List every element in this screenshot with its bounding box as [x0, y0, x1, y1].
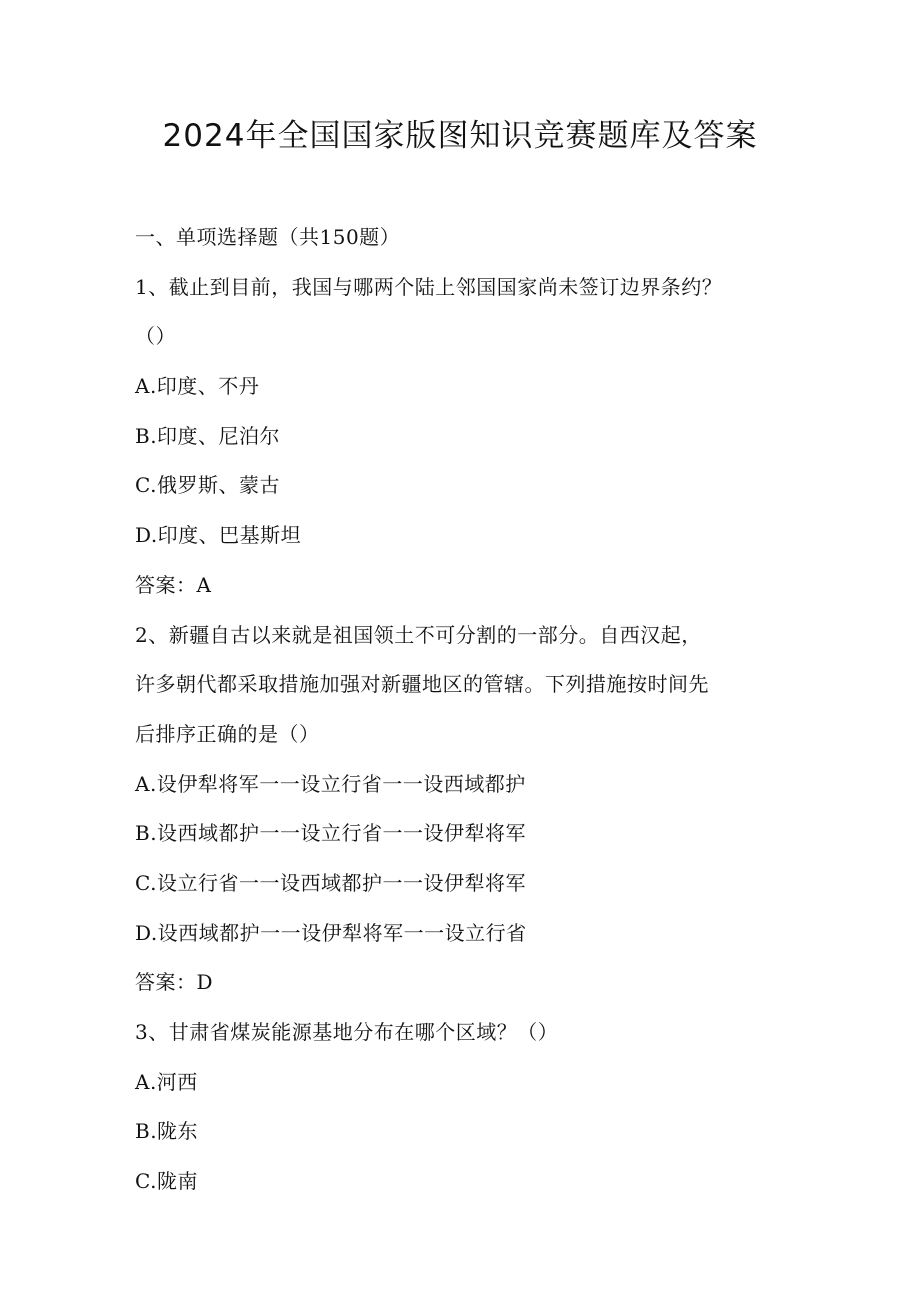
- question-1-option-c: C.俄罗斯、蒙古: [135, 473, 280, 498]
- question-2-option-b: B.设西域都护一一设立行省一一设伊犁将军: [135, 821, 527, 846]
- section-heading: 一、单项选择题（共150题）: [135, 225, 401, 249]
- document-title: 2024年全国国家版图知识竞赛题库及答案: [162, 118, 758, 154]
- question-2-stem-line-2: 许多朝代都采取措施加强对新疆地区的管辖。下列措施按时间先: [135, 672, 709, 697]
- question-2-answer: 答案：D: [135, 970, 214, 995]
- question-1-option-a: A.印度、不丹: [135, 374, 260, 399]
- question-2-stem-line-3: 后排序正确的是（）: [135, 721, 320, 746]
- question-2-option-c: C.设立行省一一设西域都护一一设伊犁将军: [135, 870, 526, 895]
- question-3-option-b: B.陇东: [135, 1119, 199, 1144]
- question-3-option-c: C.陇南: [135, 1169, 198, 1194]
- question-1-stem-line-1: 1、截止到目前，我国与哪两个陆上邻国国家尚未签订边界条约？: [135, 274, 723, 299]
- question-3-option-a: A.河西: [135, 1069, 198, 1094]
- question-3-stem-line-1: 3、甘肃省煤炭能源基地分布在哪个区域？（）: [135, 1020, 559, 1044]
- question-1-answer: 答案：A: [135, 572, 212, 597]
- question-list: [135, 213, 795, 1207]
- question-1-stem-line-2: （）: [135, 324, 176, 349]
- question-2-option-d: D.设西域都护一一设伊犁将军一一设立行省: [135, 920, 527, 945]
- question-2-stem-line-1: 2、新疆自古以来就是祖国领土不可分割的一部分。自西汉起，: [135, 622, 702, 647]
- question-2-option-a: A.设伊犁将军一一设立行省一一设西域都护: [135, 771, 526, 796]
- question-1-option-b: B.印度、尼泊尔: [135, 423, 281, 448]
- question-1-option-d: D.印度、巴基斯坦: [135, 523, 302, 548]
